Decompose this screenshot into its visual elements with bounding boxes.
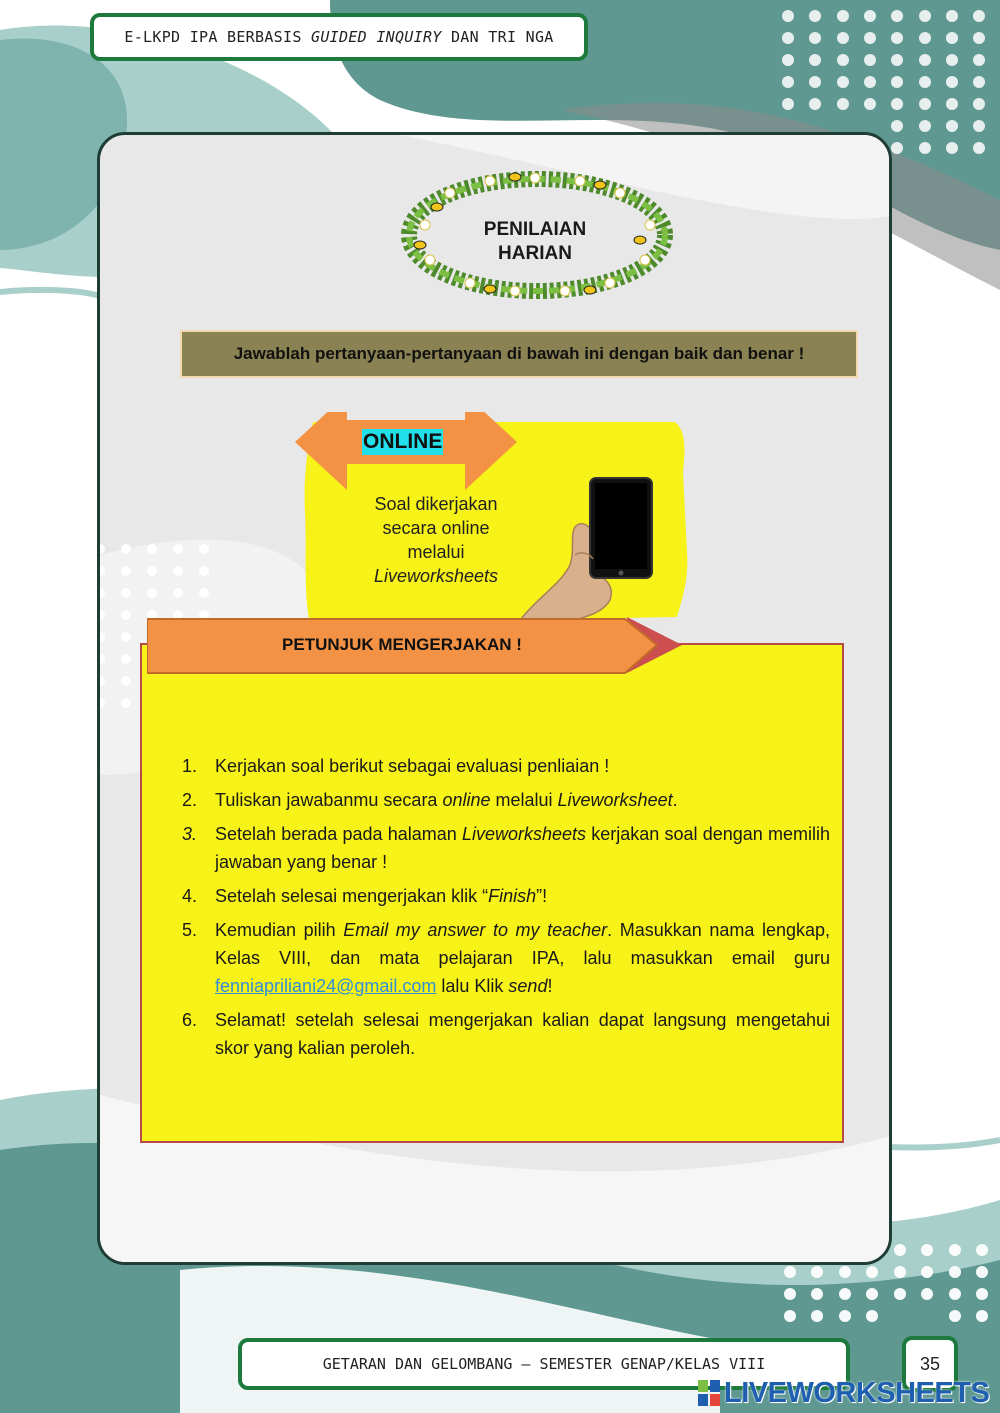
header-title-box (90, 13, 588, 61)
instructions-title: PETUNJUK MENGERJAKAN ! (282, 635, 522, 654)
step-text-italic: Liveworksheet (557, 790, 673, 810)
online-desc-line4: Liveworksheets (373, 566, 499, 586)
step-item (182, 820, 830, 876)
online-desc-line3: melalui (407, 542, 465, 562)
online-label: ONLINE (363, 430, 443, 453)
online-description (352, 492, 520, 588)
step-text: Setelah berada pada halaman (215, 824, 462, 844)
section-title-line2: HARIAN (498, 243, 572, 264)
step-number: 3. (182, 824, 198, 844)
step-text: lalu Klik (436, 976, 509, 996)
step-text-italic: online (442, 790, 491, 810)
step-text: ”! (536, 886, 548, 906)
step-text-italic: Finish (488, 886, 537, 906)
page-number: 35 (902, 1336, 958, 1392)
step-text: . Masukkan nama lengkap, Kelas VIII, dan mata pelajaran IPA, lalu masukkan email guru (215, 920, 830, 968)
step-text-italic: send (508, 976, 548, 996)
section-title (455, 218, 615, 266)
header-title-part1: E-LKPD IPA BERBASIS (124, 28, 311, 46)
step-text: Setelah selesai mengerjakan klik “ (215, 886, 489, 906)
hand-phone-icon (515, 475, 665, 620)
liveworksheets-logo[interactable] (698, 1374, 989, 1412)
step-number: 5. (182, 920, 198, 940)
footer-text: GETARAN DAN GELOMBANG – SEMESTER GENAP/KELAS VIII (322, 1355, 766, 1373)
liveworksheets-text: LIVEWORKSHEETS (724, 1376, 990, 1409)
teacher-email-link[interactable]: fenniapriliani24@gmail.com (215, 976, 437, 996)
step-item (182, 916, 830, 1000)
online-desc-line2: secara online (382, 518, 490, 538)
instruction-steps (182, 752, 830, 1068)
step-number: 4. (182, 886, 198, 906)
step-text-italic: Liveworksheets (462, 824, 587, 844)
step-text: Kemudian pilih (215, 920, 344, 940)
step-text: melalui (490, 790, 558, 810)
instruction-text: Jawablah pertanyaan-pertanyaan di bawah ini dengan baik dan benar ! (233, 344, 805, 363)
step-text: ! (547, 976, 553, 996)
step-text: kerjakan soal dengan memilih jawaban yang benar ! (215, 824, 830, 872)
step-text: . (672, 790, 678, 810)
step-number: 1. (182, 756, 198, 776)
step-item (182, 786, 830, 814)
section-title-line1: PENILAIAN (483, 219, 587, 240)
step-item (182, 1006, 830, 1062)
instruction-bar (180, 330, 858, 378)
step-item (182, 752, 830, 780)
step-number: 2. (182, 790, 198, 810)
step-number: 6. (182, 1010, 198, 1030)
liveworksheets-icon (698, 1378, 722, 1408)
online-desc-line1: Soal dikerjakan (374, 494, 498, 514)
step-text: Selamat! setelah selesai mengerjakan kalian dapat langsung mengetahui skor yang kalian peroleh. (215, 1010, 830, 1058)
step-text-italic: Email my answer to my teacher (343, 920, 608, 940)
header-title-italic: GUIDED INQUIRY (311, 28, 442, 46)
step-item (182, 882, 830, 910)
step-text: Tuliskan jawabanmu secara (215, 790, 443, 810)
header-title-part2: DAN TRI NGA (441, 28, 554, 46)
step-text: Kerjakan soal berikut sebagai evaluasi penliaian ! (215, 756, 610, 776)
